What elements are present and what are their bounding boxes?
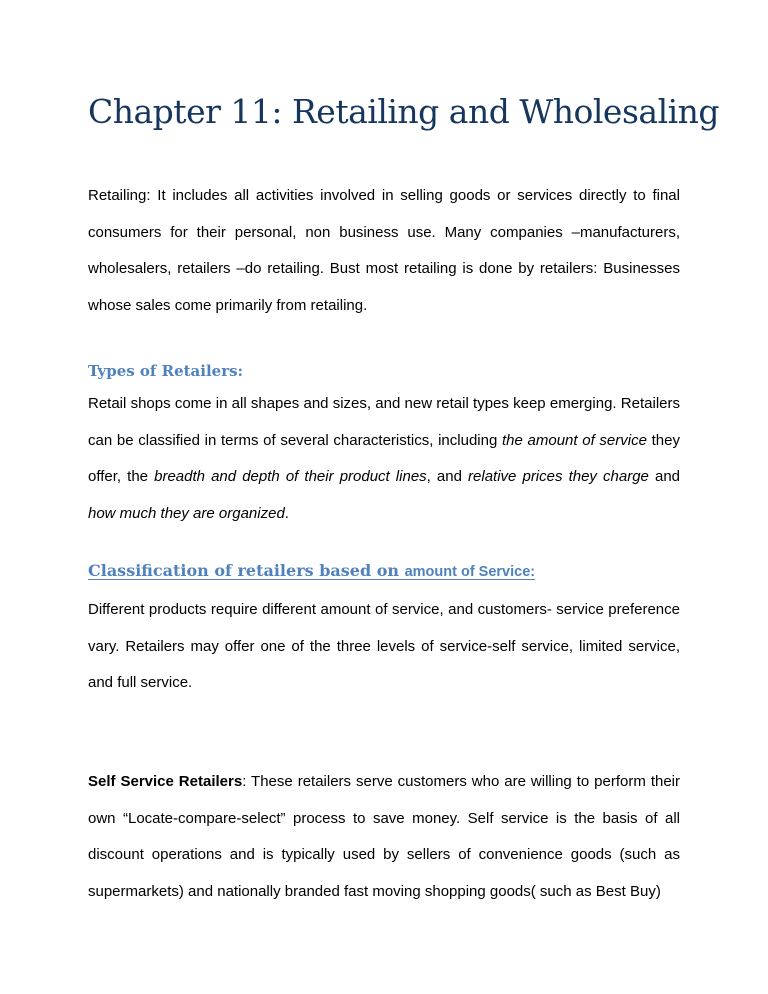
self-service-term: Self Service Retailers [88,773,243,790]
types-text-1: Retail shops come in all shapes and sizes, and new retail types keep emerging. Retailers can be classified in terms of several characteristics, including [88,395,680,449]
types-emphasis-amount-of-service: the amount of service [501,431,647,449]
retailing-definition-paragraph: Retailing: It includes all activities involved in selling goods or services directly to final consumers for their personal, non business use. Many companies –manufacturers, wholesalers, retailers –do retailing. Bust most retailing is done by retailers: Businesses whose sales come primarily from retailing. [88,187,680,315]
types-emphasis-organized: how much they are organized [88,505,285,523]
classification-heading [88,561,535,580]
types-emphasis-relative-prices: relative prices they charge [468,468,649,486]
types-text-2: they offer, the [88,431,680,486]
classification-heading-serif-part: Classification of retailers based on [88,561,405,580]
types-text-3: , and [426,468,469,486]
types-emphasis-breadth-depth: breadth and depth of their product lines [154,468,427,486]
types-of-retailers-heading: Types of Retailers: [88,362,244,380]
types-text-5: . [284,505,289,523]
classification-heading-sans-part: amount of Service: [404,564,536,580]
chapter-title: Chapter 11: Retailing and Wholesaling [88,92,720,131]
self-service-text: : These retailers serve customers who are willing to perform their own “Locate-compare-select” process to save money. Self service is the basis of all discount operations and is typically used by sellers of convenience goods (such as supermarkets) and nationally branded fast moving shopping goods( such as Best Buy) [88,773,681,901]
types-of-retailers-paragraph [88,386,680,533]
classification-paragraph: Different products require different amount of service, and customers- service preference vary. Retailers may offer one of the three levels of service-self service, limited service, and full service. [88,601,680,692]
self-service-paragraph [88,764,680,911]
types-text-4: and [648,468,681,486]
